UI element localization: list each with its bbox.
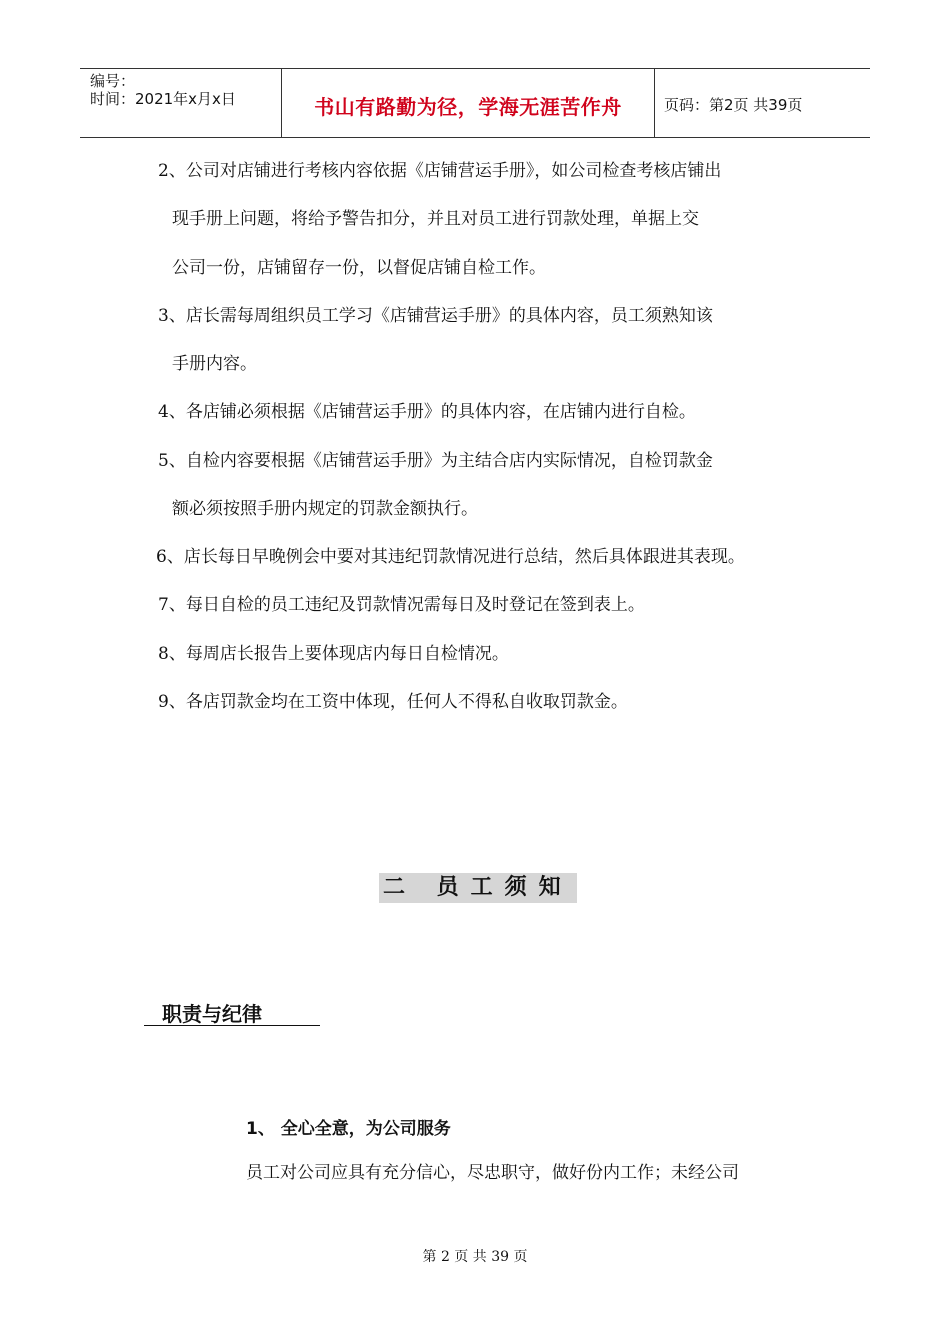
rule-line: 9、各店罚款金均在工资中体现，任何人不得私自收取罚款金。 [158,692,628,712]
header-page-cell [654,69,870,137]
rule-line: 8、每周店长报告上要体现店内每日自检情况。 [158,644,509,664]
rule-line: 5、自检内容要根据《店铺营运手册》为主结合店内实际情况，自检罚款金 [158,451,713,471]
rule-line: 3、店长需每周组织员工学习《店铺营运手册》的具体内容，员工须熟知该 [158,306,713,326]
rule-line: 额必须按照手册内规定的罚款金额执行。 [172,499,478,519]
rule-line: 手册内容。 [172,354,257,374]
header-page-info: 页码：第2页 共39页 [664,96,803,114]
rule-line: 6、店长每日早晚例会中要对其违纪罚款情况进行总结，然后具体跟进其表现。 [156,547,745,567]
document-number-label: 编号： [90,72,136,90]
rule-line: 2、公司对店铺进行考核内容依据《店铺营运手册》，如公司检查考核店铺出 [158,161,722,181]
document-header [80,68,870,138]
rule-line: 7、每日自检的员工违纪及罚款情况需每日及时登记在签到表上。 [158,595,645,615]
subheading: 职责与纪律 [144,1001,320,1026]
item-heading: 1、 全心全意，为公司服务 [246,1119,451,1139]
document-time-label: 时间：2021年x月x日 [90,90,236,108]
header-motto-cell [281,69,655,137]
page-footer: 第 2 页 共 39 页 [422,1249,528,1265]
item-text: 员工对公司应具有充分信心，尽忠职守，做好份内工作；未经公司 [246,1163,739,1183]
rule-line: 4、各店铺必须根据《店铺营运手册》的具体内容，在店铺内进行自检。 [158,402,696,422]
rule-line: 现手册上问题，将给予警告扣分，并且对员工进行罚款处理，单据上交 [172,209,699,229]
section-title: 二 员工须知 [379,873,577,903]
header-motto: 书山有路勤为径，学海无涯苦作舟 [314,95,622,119]
header-meta-cell [80,69,280,137]
rule-line: 公司一份，店铺留存一份，以督促店铺自检工作。 [172,258,546,278]
